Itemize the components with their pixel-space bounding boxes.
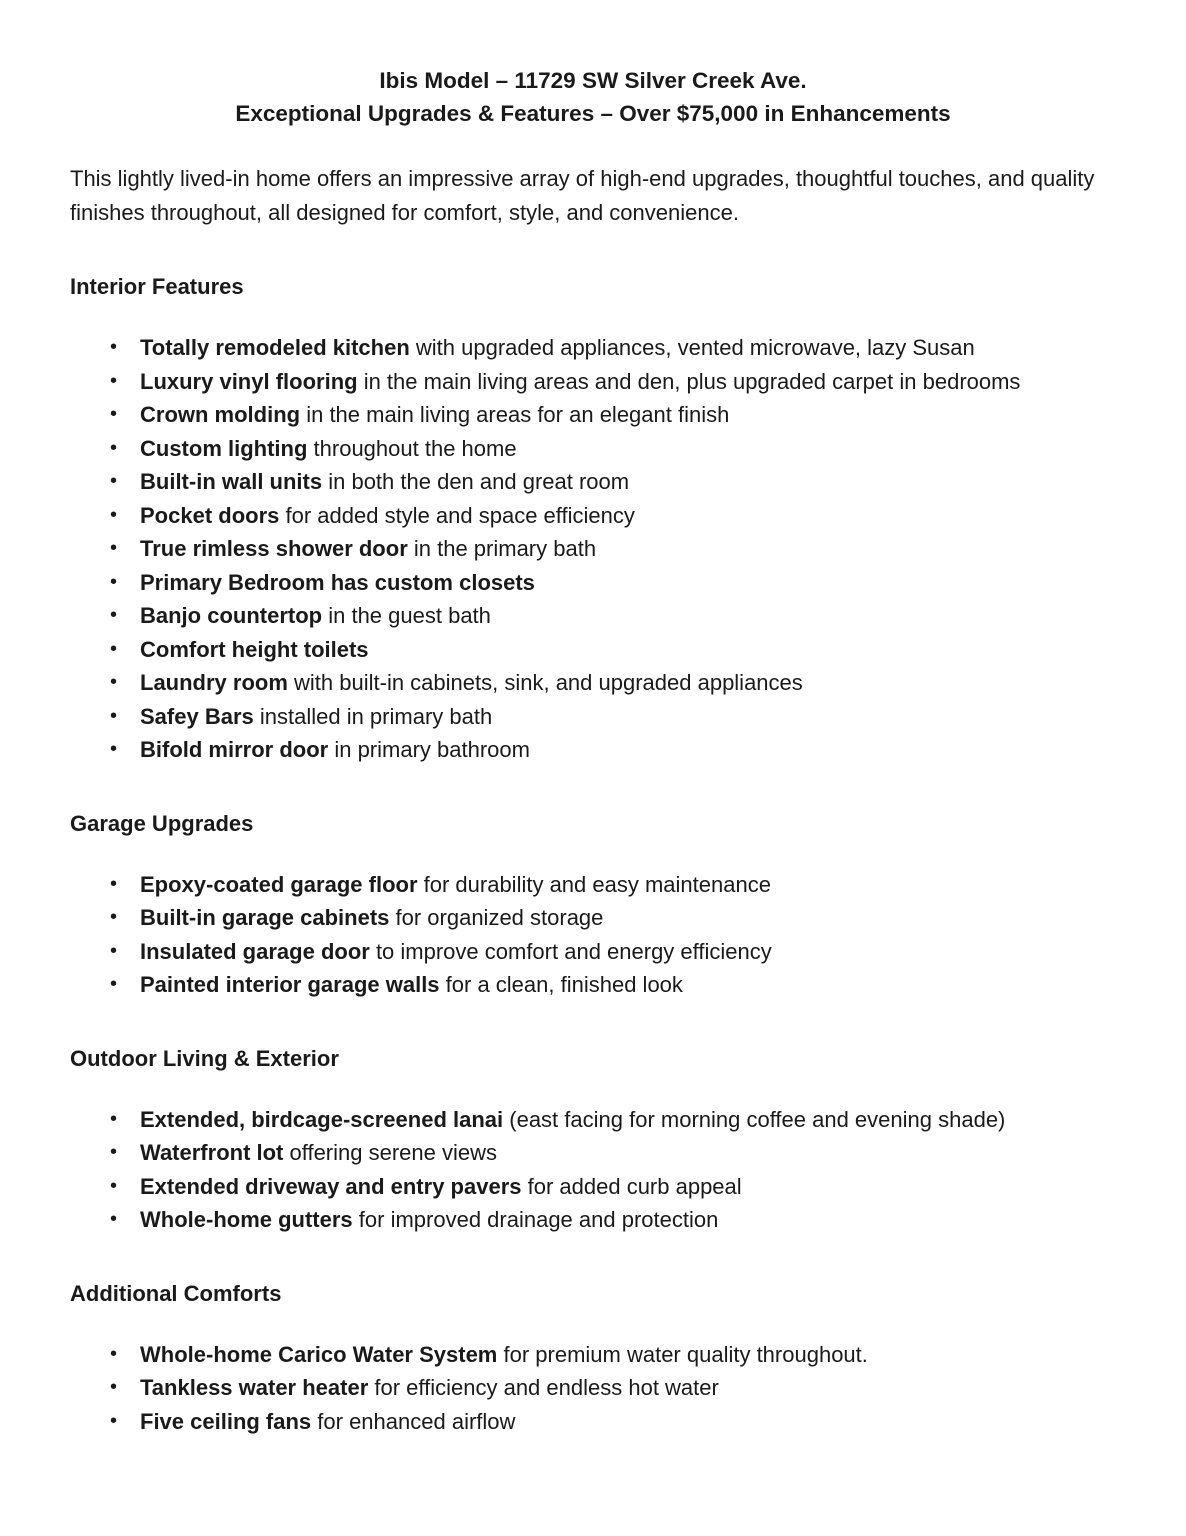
feature-item — [70, 499, 1116, 533]
feature-bold-lead: Luxury vinyl flooring — [140, 368, 358, 394]
feature-bold-lead: Whole-home gutters — [140, 1207, 353, 1232]
section-heading: Garage Upgrades — [70, 810, 254, 836]
feature-bold-lead: Crown molding — [140, 402, 301, 427]
feature-bold-lead: Comfort height toilets — [140, 636, 369, 662]
feature-item — [70, 1338, 1116, 1372]
feature-bold-lead: Totally remodeled kitchen — [140, 335, 410, 360]
feature-description: for efficiency and endless hot water — [368, 1375, 719, 1400]
feature-bold-lead: True rimless shower door — [140, 536, 408, 561]
feature-bold-lead: Whole-home Carico Water System — [140, 1341, 498, 1367]
feature-item — [70, 432, 1116, 466]
feature-item — [70, 666, 1116, 700]
feature-description: (east facing for morning coffee and evening shade) — [503, 1106, 1006, 1132]
feature-description: for organized storage — [389, 905, 604, 930]
feature-description: for improved drainage and protection — [352, 1207, 719, 1232]
feature-bold-lead: Built-in garage cabinets — [140, 905, 390, 930]
feature-item — [70, 700, 1116, 734]
feature-bold-lead: Waterfront lot — [140, 1140, 284, 1165]
feature-item — [70, 398, 1116, 432]
document-title-line2: Exceptional Upgrades & Features – Over $75,000 in Enhancements — [235, 101, 951, 126]
section-heading: Additional Comforts — [70, 1280, 282, 1306]
section-heading: Outdoor Living & Exterior — [70, 1045, 339, 1071]
feature-item — [70, 1103, 1116, 1137]
section-heading: Interior Features — [70, 274, 244, 299]
feature-description: in the guest bath — [322, 603, 491, 628]
feature-description: for enhanced airflow — [311, 1408, 516, 1434]
feature-item — [70, 1371, 1116, 1405]
feature-item — [70, 532, 1116, 566]
feature-description: with built-in cabinets, sink, and upgraded appliances — [287, 670, 803, 695]
feature-description: to improve comfort and energy efficiency — [369, 938, 772, 964]
feature-bold-lead: Built-in wall units — [140, 469, 323, 494]
feature-bold-lead: Banjo countertop — [140, 603, 323, 628]
feature-list — [70, 331, 1116, 767]
feature-bold-lead: Painted interior garage walls — [140, 972, 440, 997]
feature-item — [70, 331, 1116, 365]
feature-item — [70, 1136, 1116, 1170]
feature-bold-lead: Five ceiling fans — [140, 1408, 312, 1434]
feature-item — [70, 1405, 1116, 1439]
feature-description: in the main living areas and den, plus upgraded carpet in bedrooms — [357, 368, 1021, 394]
feature-description: offering serene views — [283, 1140, 497, 1165]
feature-item — [70, 901, 1116, 935]
feature-bold-lead: Bifold mirror door — [140, 737, 329, 762]
feature-description: for added style and space efficiency — [279, 502, 635, 528]
feature-item — [70, 633, 1116, 667]
section-additional-comforts — [70, 1277, 1116, 1439]
feature-bold-lead: Pocket doors — [140, 502, 280, 528]
feature-bold-lead: Tankless water heater — [140, 1375, 369, 1400]
feature-item — [70, 733, 1116, 767]
feature-description: in the primary bath — [407, 536, 597, 561]
feature-bold-lead: Extended driveway and entry pavers — [140, 1173, 522, 1199]
feature-description: for a clean, finished look — [439, 972, 683, 997]
section-interior-features — [70, 270, 1116, 767]
feature-item — [70, 599, 1116, 633]
feature-bold-lead: Insulated garage door — [140, 938, 370, 964]
feature-item — [70, 465, 1116, 499]
section-outdoor-living-exterior — [70, 1042, 1116, 1237]
feature-bold-lead: Custom lighting — [140, 435, 308, 461]
feature-description: in both the den and great room — [322, 469, 630, 494]
feature-description: in primary bathroom — [328, 737, 530, 762]
section-garage-upgrades — [70, 807, 1116, 1002]
feature-item — [70, 365, 1116, 399]
feature-bold-lead: Epoxy-coated garage floor — [140, 871, 418, 897]
feature-item — [70, 868, 1116, 902]
feature-description: installed in primary bath — [253, 703, 493, 729]
feature-bold-lead: Safey Bars — [140, 703, 254, 729]
feature-list — [70, 1338, 1116, 1439]
feature-item — [70, 1203, 1116, 1237]
feature-item — [70, 566, 1116, 600]
document-title-line1: Ibis Model – 11729 SW Silver Creek Ave. — [379, 68, 807, 93]
feature-bold-lead: Primary Bedroom has custom closets — [140, 569, 535, 595]
feature-description: with upgraded appliances, vented microwave, lazy Susan — [409, 335, 975, 360]
feature-list — [70, 1103, 1116, 1237]
feature-bold-lead: Extended, birdcage-screened lanai — [140, 1106, 504, 1132]
feature-item — [70, 1170, 1116, 1204]
feature-bold-lead: Laundry room — [140, 670, 288, 695]
feature-item — [70, 968, 1116, 1002]
intro-paragraph: This lightly lived-in home offers an impressive array of high-end upgrades, thoughtful touches, and quality finishes throughout, all designed for comfort, style, and convenience. — [70, 166, 1095, 225]
feature-description: throughout the home — [307, 435, 517, 461]
feature-description: in the main living areas for an elegant finish — [300, 402, 730, 427]
feature-list — [70, 868, 1116, 1002]
feature-item — [70, 935, 1116, 969]
feature-description: for premium water quality throughout. — [497, 1341, 868, 1367]
feature-description: for durability and easy maintenance — [417, 871, 771, 897]
feature-description: for added curb appeal — [521, 1173, 742, 1199]
